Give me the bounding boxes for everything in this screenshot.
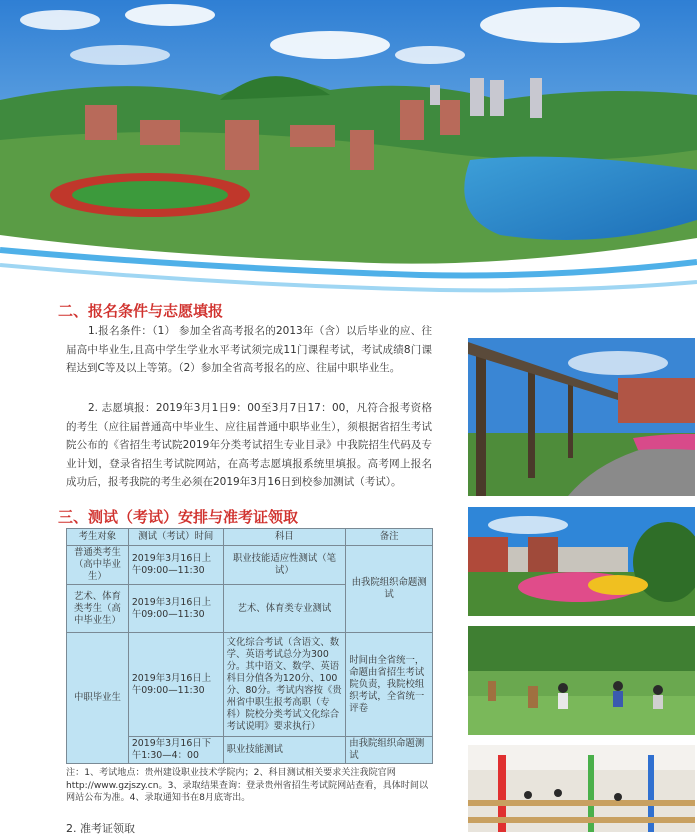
exam-schedule-table <box>66 528 433 764</box>
campus-garden-photo <box>468 507 695 616</box>
hero-campus-photo <box>0 0 697 300</box>
section-title-registration: 二、报名条件与志愿填报 <box>58 302 224 320</box>
table-row <box>67 633 433 737</box>
row3-subject: 文化综合考试（含语文、数学、英语考试总分为300分。其中语文、数学、英语科目分值各为120分、100分、80分。考试内容按《贵州省中职生报考高职（专科）院校分类考试文化综合考试说明》要求执行） <box>223 633 346 737</box>
table-row <box>67 546 433 585</box>
canteen-interior-photo <box>468 745 695 832</box>
row3-target: 中职毕业生 <box>67 633 129 764</box>
header-time: 测试（考试）时间 <box>128 529 223 546</box>
row2-subject: 艺术、体育类专业测试 <box>223 585 346 633</box>
row1-time: 2019年3月16日上午09:00—11:30 <box>128 546 223 585</box>
row4-time: 2019年3月16日下午1:30—4：00 <box>128 737 223 764</box>
section-title-exam-schedule: 三、测试（考试）安排与准考证领取 <box>58 508 299 526</box>
registration-conditions-paragraph: 1.报名条件：（1） 参加全省高考报名的2013年（含）以后毕业的应、往届高中毕业生,且高中学生学业水平考试须完成11门课程考试，考试成绩8门课程达到C等及以上等第。（2）参加全省高考报名的应、往届中职毕业生。 <box>66 325 432 375</box>
admission-ticket-subheading: 2. 准考证领取 <box>66 822 135 835</box>
outdoor-sketching-photo <box>468 626 695 735</box>
remark-rows-1-2: 由我院组织命题测试 <box>346 546 433 633</box>
row4-subject: 职业技能测试 <box>223 737 346 764</box>
row1-subject: 职业技能适应性测试（笔试） <box>223 546 346 585</box>
row3-remark: 时间由全省统一，命题由省招生考试院负责，我院校组织考试，全省统一评卷 <box>346 633 433 737</box>
row2-time: 2019年3月16日上午09:00—11:30 <box>128 585 223 633</box>
row4-remark: 由我院组织命题测试 <box>346 737 433 764</box>
header-remark: 备注 <box>346 529 433 546</box>
row2-target: 艺术、体育类考生（高中毕业生） <box>67 585 129 633</box>
row3-time: 2019年3月16日上午09:00—11:30 <box>128 633 223 737</box>
row1-target: 普通类考生（高中毕业生） <box>67 546 129 585</box>
exam-notes: 注：1、考试地点：贵州建设职业技术学院内；2、科目测试相关要求关注我院官网http://www.gzjszy.cn。3、录取结果查询：登录贵州省招生考试院网站查看，具体时间以网站公布为准。4、录取通知书在8月底寄出。 <box>66 768 429 803</box>
header-target: 考生对象 <box>67 529 129 546</box>
campus-pergola-photo <box>468 338 695 496</box>
application-filling-paragraph: 2. 志愿填报：2019年3月1日9：00至3月7日17：00，凡符合报考资格的考生（应往届普通高中毕业生、应往届普通中职毕业生），须根据省招生考试院公布的《省招生考试院2019年分类考试招生专业目录》中我院招生代码及专业计划，登录省招生考试院网站，在高考志愿填报系统里填报。高考网上报名成功后，报考我院的考生必须在2019年3月16日到校参加测试（考试）。 <box>66 402 432 489</box>
table-header-row <box>67 529 433 546</box>
header-subject: 科目 <box>223 529 346 546</box>
